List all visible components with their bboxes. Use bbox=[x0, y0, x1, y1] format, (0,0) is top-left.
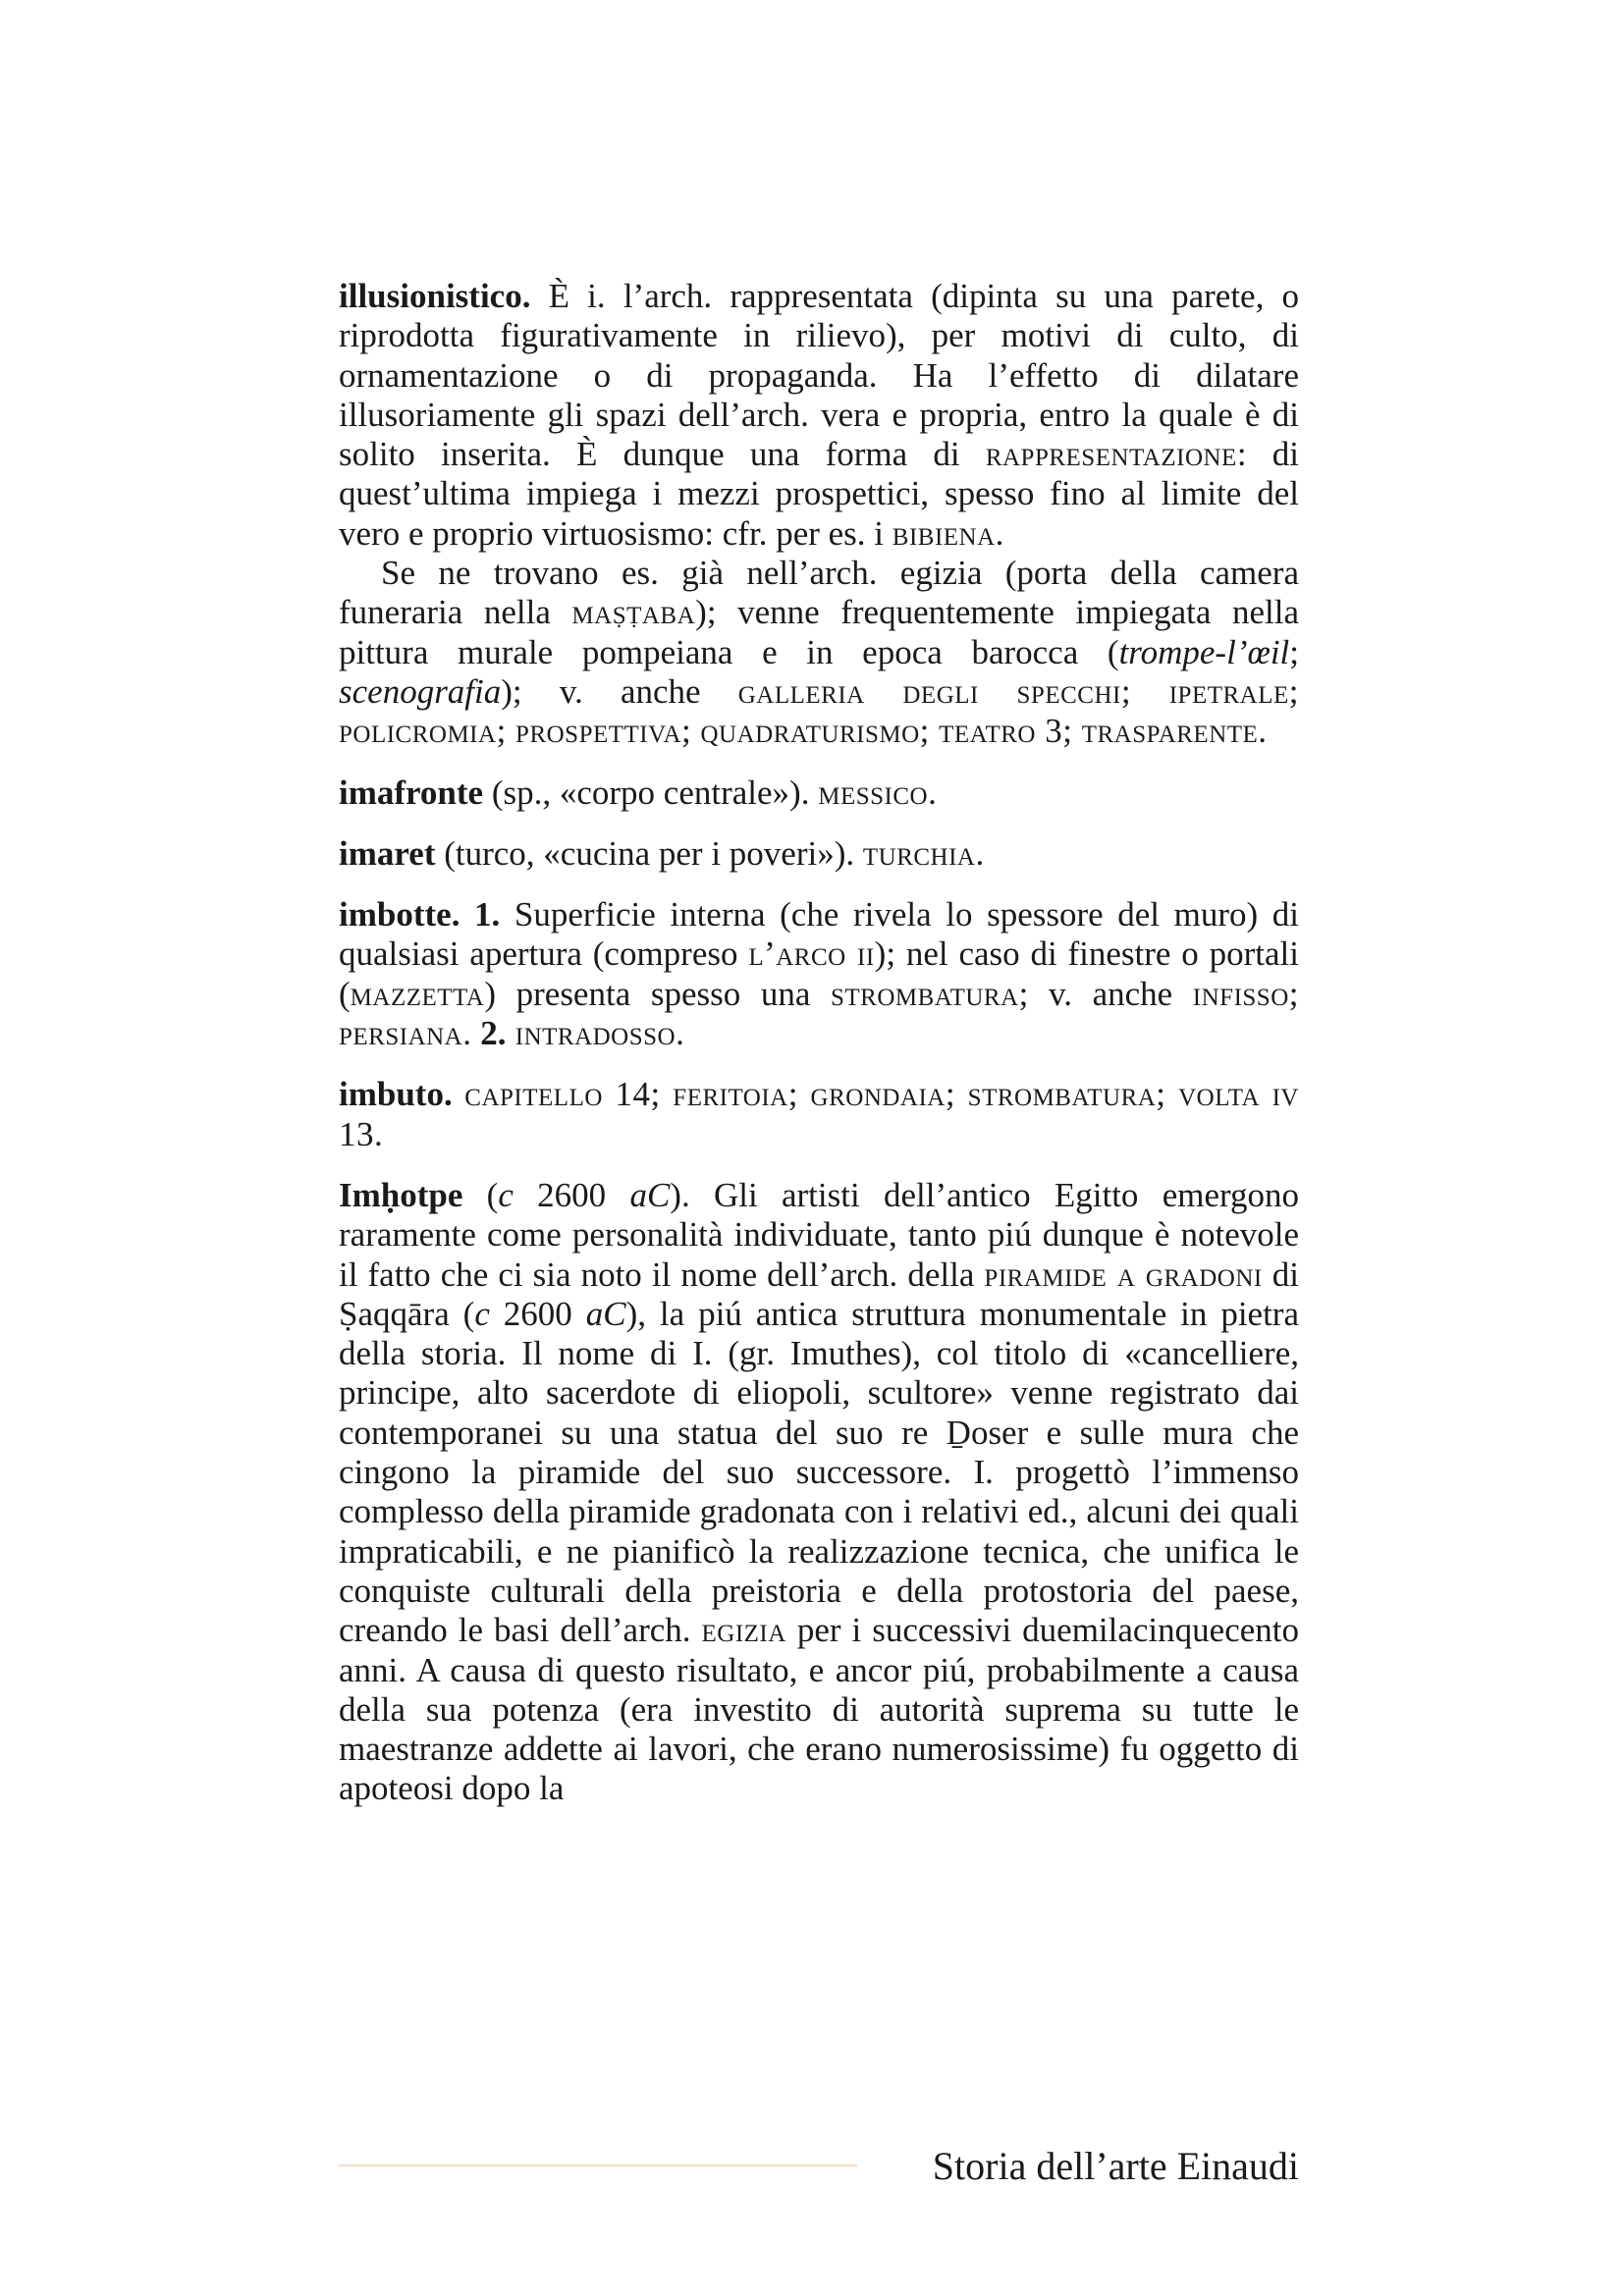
sense-number: 2. bbox=[471, 1014, 507, 1053]
entry-text: ); nel caso di finestre o portali ( bbox=[339, 934, 1299, 1013]
entry-text: (turco, «cucina per i poveri»). bbox=[435, 833, 863, 873]
entry-imbuto bbox=[339, 1075, 1299, 1154]
cross-reference: strombatura bbox=[831, 974, 1019, 1013]
cross-reference: bibiena bbox=[892, 513, 996, 553]
italic-term: aC bbox=[585, 1294, 626, 1333]
entry-headword: imafronte bbox=[339, 773, 484, 812]
entry-paragraph bbox=[339, 1075, 1299, 1154]
entry-text: ; v. anche bbox=[1018, 974, 1193, 1013]
cross-reference: infisso; persiana. bbox=[339, 974, 1299, 1053]
entry-imhotpe bbox=[339, 1176, 1299, 1809]
italic-term: c bbox=[474, 1294, 490, 1333]
page-footer bbox=[339, 2135, 1299, 2194]
entry-headword: imbuto. bbox=[339, 1075, 453, 1114]
entry-paragraph bbox=[339, 774, 1299, 813]
entry-imaret bbox=[339, 834, 1299, 874]
italic-term: trompe-l’œil bbox=[1118, 632, 1290, 671]
entry-headword: imbotte. bbox=[339, 895, 460, 934]
entry-text: ). Gli artisti dell’antico Egitto emergono raramente come personalità individuate, tanto piú dunque è notevole il fatto che ci sia noto il nome dell’arch. della bbox=[339, 1175, 1300, 1294]
cross-reference: galleria degli specchi; ipetrale; policromia; prospettiva; quadraturismo; teatro 3; trasparente. bbox=[339, 671, 1299, 751]
entry-headword: imaret bbox=[339, 833, 436, 873]
cross-reference: l’arco ii bbox=[748, 934, 875, 974]
footer-title: Storia dell’arte Einaudi bbox=[932, 2144, 1299, 2188]
entry-paragraph bbox=[339, 1176, 1299, 1809]
entry-text: ( bbox=[462, 1175, 499, 1214]
entry-text: 2600 bbox=[513, 1175, 630, 1214]
entry-text: per i successivi duemilacinquecento anni. A causa di questo risultato, e ancor piú, probabilmente a causa della sua potenza (era investito di autorità suprema su tutte le maestranze addette ai lavori, che erano numerosissime) fu oggetto di apoteosi dopo la bbox=[339, 1611, 1299, 1808]
italic-term: aC bbox=[629, 1175, 671, 1214]
cross-reference: capitello 14; feritoia; grondaia; strombatura; volta iv 13. bbox=[339, 1075, 1299, 1153]
cross-reference: piramide a gradoni bbox=[984, 1255, 1263, 1294]
cross-reference: mazzetta bbox=[350, 974, 485, 1013]
entry-headword: Imḥotpe bbox=[339, 1175, 463, 1214]
cross-reference: intradosso. bbox=[506, 1014, 685, 1053]
entry-text: Superficie interna (che rivela lo spessore del muro) di qualsiasi apertura (compreso bbox=[339, 895, 1299, 974]
sense-number: 1. bbox=[460, 895, 501, 934]
entry-imafronte bbox=[339, 774, 1299, 813]
cross-reference: rappresentazione bbox=[985, 435, 1237, 474]
entry-text: È i. l’arch. rappresentata (dipinta su una parete, o riprodotta figurativamente in rilievo), per motivi di culto, di ornamentazione o di propaganda. Ha l’effetto di dilatare illusoriamente gli spazi dell’arch. vera e propria, entro la quale è di solito inserita. È dunque una forma di bbox=[339, 277, 1299, 474]
entry-text: ), la piú antica struttura monumentale in pietra della storia. Il nome di I. (gr. Imuthes), col titolo di «cancelliere, principe, alto sacerdote di eliopoli, scultore» venne registrato dai contemporanei su una statua del suo re Ḏoser e sulle mura che cingono la piramide del suo successore. I. progettò l’immenso complesso della piramide gradonata con i relativi ed., alcuni dei quali impraticabili, e ne pianificò la realizzazione tecnica, che unifica le conquiste culturali della preistoria e della protostoria del paese, creando le basi dell’arch. bbox=[339, 1294, 1299, 1650]
entry-imbotte bbox=[339, 895, 1299, 1053]
entry-paragraph bbox=[339, 834, 1299, 874]
cross-reference: turchia. bbox=[862, 833, 985, 873]
cross-reference: messico. bbox=[818, 773, 938, 812]
page-body bbox=[339, 277, 1299, 1831]
entry-paragraph bbox=[339, 554, 1299, 751]
entry-text: di Ṣaqqāra ( bbox=[339, 1255, 1299, 1333]
entry-text: ; bbox=[1289, 632, 1299, 671]
entry-illusionistico bbox=[339, 277, 1299, 752]
cross-reference: egizia bbox=[701, 1611, 786, 1650]
entry-paragraph bbox=[339, 277, 1299, 554]
italic-term: c bbox=[498, 1175, 514, 1214]
entry-headword: illusionistico. bbox=[339, 277, 531, 315]
entry-text: ) presenta spesso una bbox=[484, 974, 831, 1013]
italic-term: scenografia bbox=[339, 671, 502, 711]
entry-text: 2600 bbox=[489, 1294, 586, 1333]
footer-rule bbox=[339, 2164, 857, 2166]
entry-text: ); v. anche bbox=[501, 671, 738, 711]
entry-paragraph bbox=[339, 895, 1299, 1053]
entry-text: (sp., «corpo centrale»). bbox=[483, 773, 819, 812]
entry-text: . bbox=[995, 513, 1004, 553]
entry-text: Se ne trovano es. già nell’arch. egizia (porta della camera funeraria nella bbox=[339, 554, 1299, 632]
entry-text: : di quest’ultima impiega i mezzi prospettici, spesso fino al limite del vero e proprio virtuosismo: cfr. per es. i bbox=[339, 435, 1299, 553]
cross-reference: maṣṭaba bbox=[571, 593, 696, 632]
entry-text: ); venne frequentemente impiegata nella pittura murale pompeiana e in epoca barocca ( bbox=[339, 593, 1300, 671]
